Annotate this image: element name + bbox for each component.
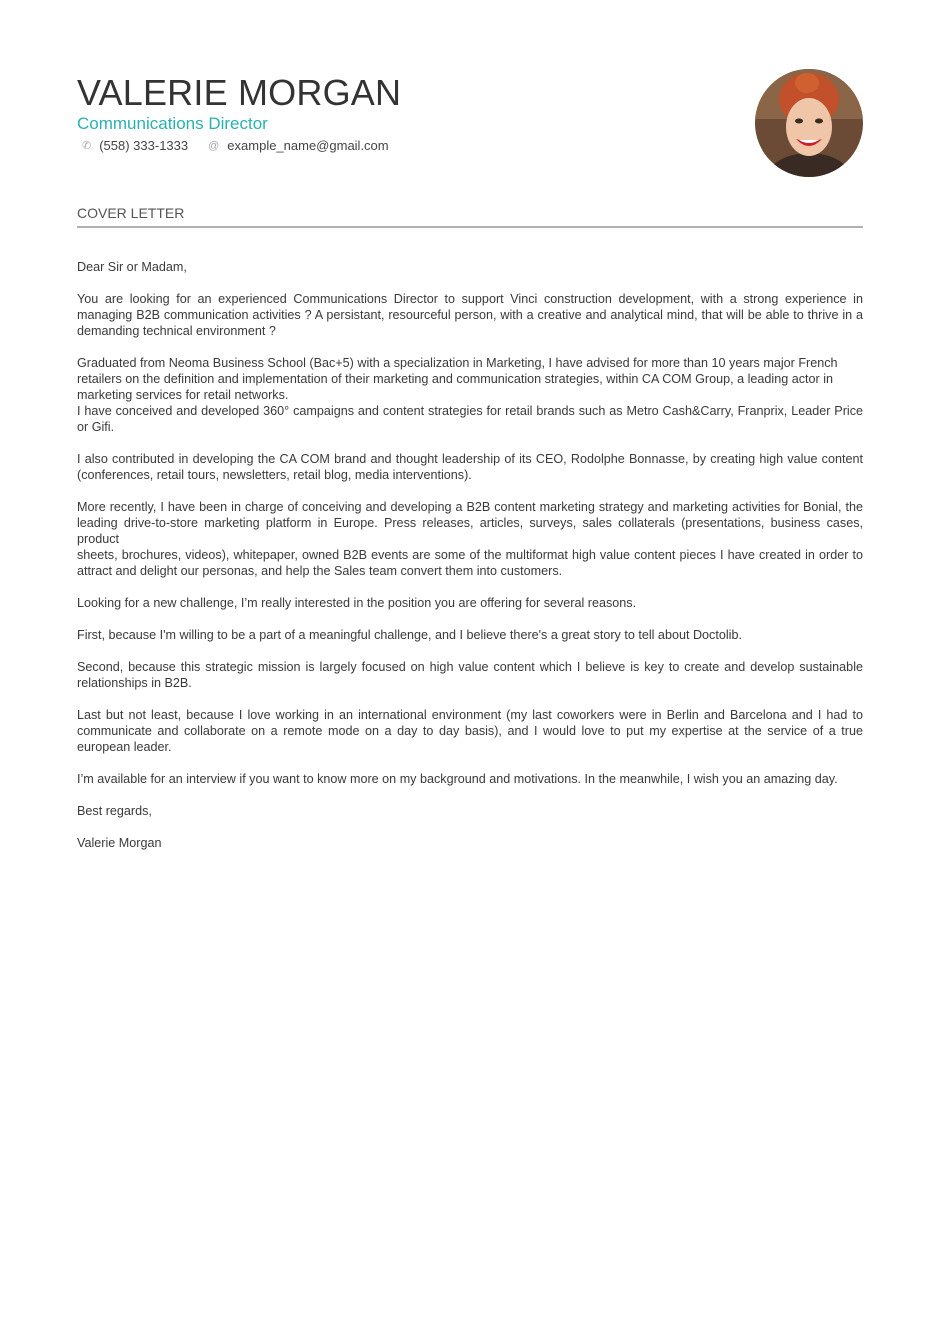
salutation: Dear Sir or Madam, xyxy=(77,260,187,274)
letter-paragraph: I’m available for an interview if you want to know more on my background and motivations. In the meanwhile, I wish you an amazing day. xyxy=(77,772,838,786)
letter-paragraph: You are looking for an experienced Communications Director to support Vinci construction development, with a strong experience in managing B2B communication activities ? A persistant, resourceful person, with a creative and analytical mind, that will be able to thrive in a demanding technical environment ? xyxy=(77,292,863,338)
letter-paragraph: Graduated from Neoma Business School (Bac+5) with a specialization in Marketing, I have advised for more than 10 years major French retailers on the definition and implementation of their marketing and communication strategies, within CA COM Group, a leading actor in marketing services for retail networks. I have conceived and developed 360° campaigns and content strategies for retail brands such as Metro Cash&Carry, Franprix, Leader Price or Gifi. xyxy=(77,356,863,434)
profile-photo xyxy=(755,69,863,177)
closing: Best regards, xyxy=(77,804,152,818)
candidate-name: VALERIE MORGAN xyxy=(77,72,402,113)
phone-number: (558) 333-1333 xyxy=(99,138,189,153)
job-title: Communications Director xyxy=(77,114,268,133)
letter-paragraph: First, because I'm willing to be a part of a meaningful challenge, and I believe there's a great story to tell about Doctolib. xyxy=(77,628,742,642)
letter-body xyxy=(77,259,863,867)
phone-icon: ✆ xyxy=(82,140,92,152)
letter-paragraph: I also contributed in developing the CA COM brand and thought leadership of its CEO, Rodolphe Bonnasse, by creating high value content (conferences, retail tours, newsletters, retail blog, media interventions). xyxy=(77,452,863,482)
section-heading-cover-letter: COVER LETTER xyxy=(77,205,863,228)
letter-paragraph: Looking for a new challenge, I’m really interested in the position you are offering for several reasons. xyxy=(77,596,637,610)
contact-info xyxy=(82,138,389,154)
email-address: example_name@gmail.com xyxy=(227,138,389,153)
letter-paragraph: Last but not least, because I love working in an international environment (my last coworkers were in Berlin and Barcelona and I had to communicate and collaborate on a remote mode on a day to day basis), and I would love to put my expertise at the service of a true european leader. xyxy=(77,708,863,754)
letter-paragraph: More recently, I have been in charge of conceiving and developing a B2B content marketing strategy and marketing activities for Bonial, the leading drive-to-store marketing platform in Europe. Press releases, articles, surveys, sales collaterals (presentations, business cases, product sheets, brochures, videos), whitepaper, owned B2B events are some of the multiformat high value content pieces I have created in order to attract and delight our personas, and help the Sales team convert them into customers. xyxy=(77,500,863,578)
letter-paragraph: Second, because this strategic mission is largely focused on high value content which I believe is key to create and develop sustainable relationships in B2B. xyxy=(77,660,863,690)
signature: Valerie Morgan xyxy=(77,836,162,850)
at-icon: @ xyxy=(208,140,220,152)
